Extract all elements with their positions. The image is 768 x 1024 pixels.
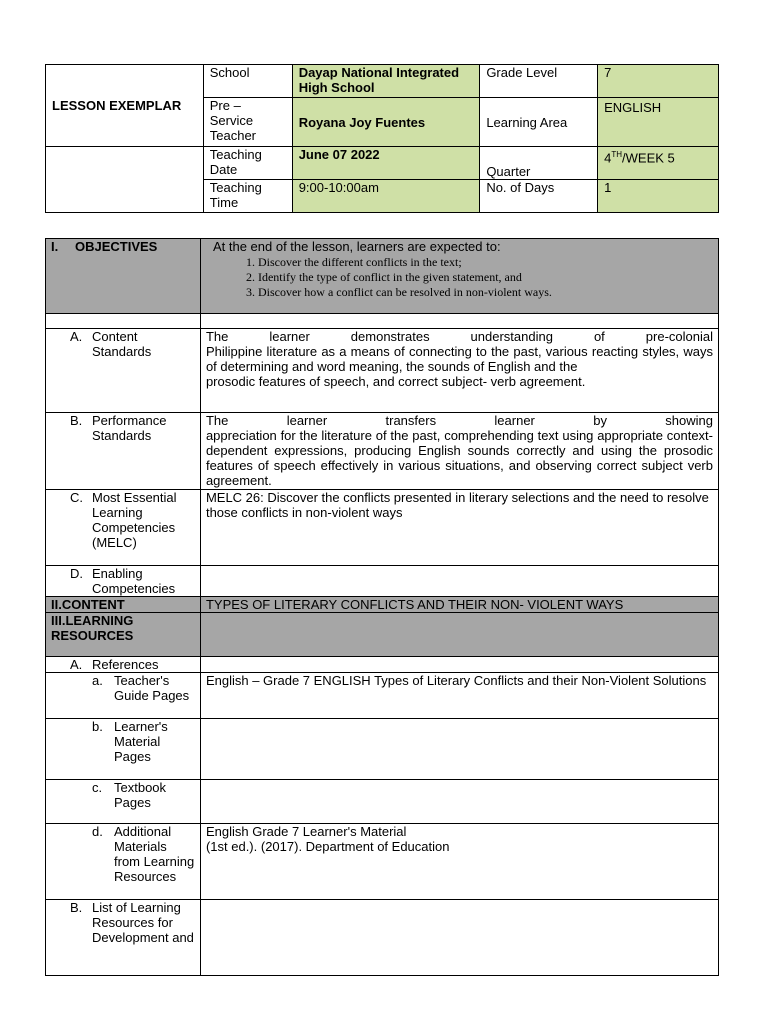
objectives-row — [46, 239, 719, 314]
additional-materials-value: English Grade 7 Learner's Material (1st ed.). (2017). Department of Education — [200, 824, 718, 900]
lesson-plan-table — [45, 238, 719, 976]
additional-materials-row — [46, 824, 719, 900]
performance-standards-text: The learner transfers learner by showing appreciation for the literature of the past, comprehending text using appropriate context- dependent expressions, producing English sounds correctly and using the prosodic features of speech effectively in various situations, and observing correct subject verb agreement. — [200, 413, 718, 490]
teachers-guide-row — [46, 673, 719, 719]
objectives-content — [200, 239, 718, 314]
days-value: 1 — [598, 180, 719, 213]
grade-level-value: 7 — [598, 65, 719, 98]
learners-material-row — [46, 719, 719, 780]
content-label: II.CONTENT — [46, 597, 201, 613]
learning-area-value: ENGLISH — [598, 98, 719, 147]
quarter-value: 4TH/WEEK 5 — [598, 147, 719, 180]
enabling-label: D. Enabling Competencies — [46, 566, 201, 597]
learners-material-label: b. Learner's Material Pages — [46, 719, 201, 780]
performance-standards-label: B. Performance Standards — [46, 413, 201, 490]
grade-level-label: Grade Level — [480, 65, 598, 98]
objective-item: 2. Identify the type of conflict in the given statement, and — [258, 270, 713, 285]
textbook-label: c. Textbook Pages — [46, 780, 201, 824]
objective-item: 1. Discover the different conflicts in the text; — [258, 255, 713, 270]
list-resources-row — [46, 900, 719, 976]
learners-material-value — [200, 719, 718, 780]
teaching-date-label: Teaching Date — [203, 147, 292, 180]
melc-label: C. Most Essential Learning Competencies (MELC) — [46, 490, 201, 566]
days-label: No. of Days — [480, 180, 598, 213]
objectives-intro: At the end of the lesson, learners are expected to: — [212, 239, 501, 254]
school-value: Dayap National Integrated High School — [292, 65, 480, 98]
references-label: A. References — [46, 657, 201, 673]
teachers-guide-label: a. Teacher's Guide Pages — [46, 673, 201, 719]
objectives-list — [206, 255, 713, 300]
textbook-row — [46, 780, 719, 824]
content-standards-row — [46, 329, 719, 413]
content-text: TYPES OF LITERARY CONFLICTS AND THEIR NON- VIOLENT WAYS — [200, 597, 718, 613]
content-standards-text: The learner demonstrates understanding of pre-colonial Philippine literature as a means of connecting to the past, various reacting styles, ways of determining and word meaning, the sounds of English and the prosodic features of speech, and correct subject- verb agreement. — [200, 329, 718, 413]
teaching-date-value: June 07 2022 — [292, 147, 480, 180]
learning-resources-row — [46, 613, 719, 657]
teaching-time-value: 9:00-10:00am — [292, 180, 480, 213]
list-resources-label: B. List of Learning Resources for Development and — [46, 900, 201, 976]
teacher-label: Pre – Service Teacher — [203, 98, 292, 147]
objective-item: 3. Discover how a conflict can be resolved in non-violent ways. — [258, 285, 713, 300]
objectives-label: I. OBJECTIVES — [46, 239, 201, 314]
header-blank-cell — [46, 147, 204, 213]
teachers-guide-value: English – Grade 7 ENGLISH Types of Literary Conflicts and their Non-Violent Solutions — [200, 673, 718, 719]
learning-resources-label: III.LEARNING RESOURCES — [46, 613, 201, 657]
spacer-row — [46, 314, 719, 329]
content-standards-label: A. Content Standards — [46, 329, 201, 413]
melc-row — [46, 490, 719, 566]
lesson-exemplar-title: LESSON EXEMPLAR — [46, 65, 204, 147]
quarter-label: Quarter — [480, 147, 598, 180]
textbook-value — [200, 780, 718, 824]
enabling-row — [46, 566, 719, 597]
lesson-info-table — [45, 64, 719, 213]
additional-materials-label: d. Additional Materials from Learning Resources — [46, 824, 201, 900]
teacher-value: Royana Joy Fuentes — [292, 98, 480, 147]
school-label: School — [203, 65, 292, 98]
teaching-time-label: Teaching Time — [203, 180, 292, 213]
learning-area-label: Learning Area — [480, 98, 598, 147]
references-row — [46, 657, 719, 673]
content-row — [46, 597, 719, 613]
melc-text: MELC 26: Discover the conflicts presented in literary selections and the need to resolve those conflicts in non-violent ways — [200, 490, 718, 566]
performance-standards-row — [46, 413, 719, 490]
